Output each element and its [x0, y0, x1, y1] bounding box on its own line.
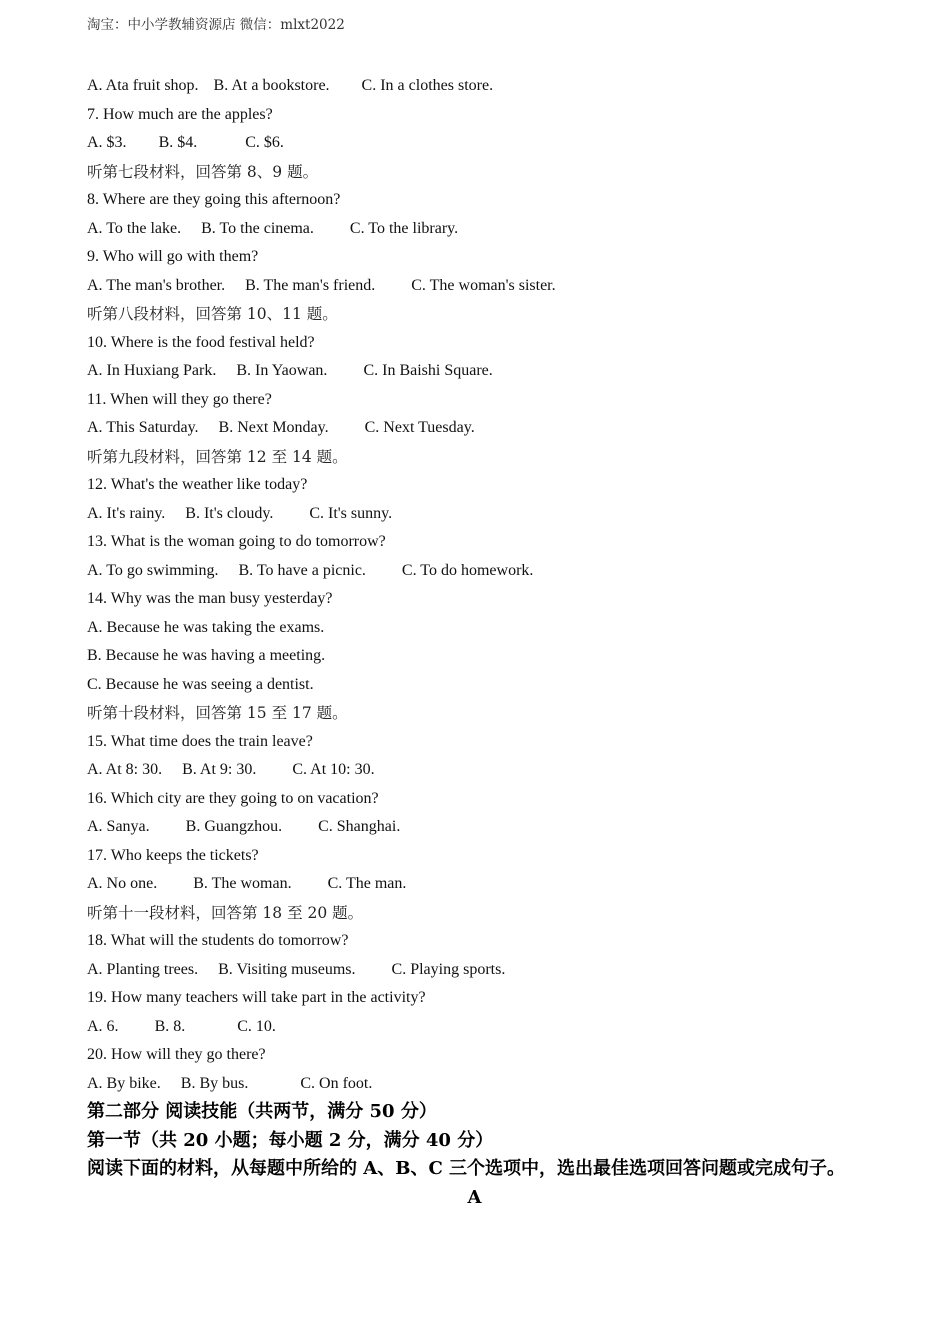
section-instruction: 听第十一段材料，回答第 18 至 20 题。 [87, 903, 364, 922]
answer-option: B. 8. [154, 1017, 186, 1035]
question-text: 19. How many teachers will take part in the activity? [87, 989, 426, 1006]
answer-option: B. $4. [158, 134, 198, 151]
question-text: B. Because he was having a meeting. [87, 647, 326, 664]
answer-option: B. The woman. [193, 875, 292, 892]
question-text: 12. What's the weather like today? [87, 476, 308, 493]
answer-option: C. The woman's sister. [411, 276, 556, 294]
page-header: 淘宝：中小学教辅资源店 微信：mlxt2022 [87, 17, 345, 33]
passage-label: A [467, 1186, 482, 1208]
answer-option: C. Next Tuesday. [364, 419, 475, 436]
answer-option: B. At 9: 30. [182, 761, 257, 778]
answer-options [87, 756, 907, 785]
answer-option: B. Visiting museums. [218, 960, 356, 978]
question-text: 13. What is the woman going to do tomorrow? [87, 533, 386, 550]
answer-option: C. 10. [237, 1017, 276, 1035]
answer-option: C. At 10: 30. [292, 761, 375, 778]
question-text: 17. Who keeps the tickets? [87, 846, 259, 864]
answer-option: A. Planting trees. [87, 960, 199, 978]
answer-option: A. It's rainy. [87, 504, 166, 522]
answer-option: C. It's sunny. [309, 504, 393, 522]
section-instruction: 听第九段材料，回答第 12 至 14 题。 [87, 447, 348, 466]
question-text: 11. When will they go there? [87, 390, 272, 408]
answer-option: C. The man. [327, 875, 407, 892]
answer-option: A. In Huxiang Park. [87, 362, 217, 379]
answer-options [87, 414, 907, 443]
answer-options [87, 557, 907, 586]
answer-option: A. Ata fruit shop. [87, 77, 199, 94]
answer-options [87, 129, 907, 158]
answer-option: B. To have a picnic. [238, 561, 366, 579]
answer-option: B. It's cloudy. [185, 504, 274, 522]
question-text: 20. How will they go there? [87, 1046, 266, 1063]
answer-option: A. At 8: 30. [87, 761, 163, 778]
answer-option: B. Next Monday. [218, 419, 329, 436]
question-text: 14. Why was the man busy yesterday? [87, 590, 333, 607]
question-text: 16. Which city are they going to on vacation? [87, 789, 379, 807]
answer-option: C. To do homework. [401, 561, 534, 579]
answer-options [87, 956, 907, 985]
part-heading: 第一节（共 20 小题；每小题 2 分，满分 40 分） [87, 1129, 494, 1151]
answer-option: A. To the lake. [87, 219, 182, 237]
answer-option: C. In Baishi Square. [363, 362, 493, 379]
part-heading: 第二部分 阅读技能（共两节，满分 50 分） [87, 1101, 437, 1122]
question-text: 18. What will the students do tomorrow? [87, 932, 349, 949]
answer-option: A. 6. [87, 1017, 119, 1035]
answer-options [87, 870, 907, 899]
exam-content [87, 72, 907, 1212]
answer-option: C. To the library. [349, 219, 459, 237]
answer-options [87, 215, 907, 244]
answer-option: A. No one. [87, 875, 158, 892]
answer-options [87, 1070, 907, 1099]
question-text: 9. Who will go with them? [87, 248, 259, 265]
answer-option: A. The man's brother. [87, 276, 226, 294]
question-text: A. Because he was taking the exams. [87, 618, 325, 636]
answer-options [87, 1013, 907, 1042]
answer-option: B. To the cinema. [201, 219, 314, 237]
section-instruction: 听第十段材料，回答第 15 至 17 题。 [87, 704, 348, 722]
answer-option: C. On foot. [300, 1074, 373, 1092]
answer-option: B. By bus. [180, 1074, 249, 1092]
answer-option: B. In Yaowan. [236, 362, 328, 379]
answer-option: A. Sanya. [87, 818, 150, 835]
answer-options [87, 500, 907, 529]
section-instruction: 听第八段材料，回答第 10、11 题。 [87, 305, 338, 323]
answer-option: C. In a clothes store. [361, 77, 494, 94]
answer-option: B. The man's friend. [245, 276, 376, 294]
answer-options [87, 272, 907, 301]
answer-option: C. Shanghai. [318, 818, 401, 835]
part-heading: 阅读下面的材料，从每题中所给的 A、B、C 三个选项中，选出最佳选项回答问题或完成句子。 [87, 1158, 846, 1179]
answer-option: A. To go swimming. [87, 561, 219, 579]
answer-option: A. This Saturday. [87, 419, 199, 436]
section-instruction: 听第七段材料，回答第 8、9 题。 [87, 162, 319, 181]
answer-option: B. Guangzhou. [185, 818, 283, 835]
question-text: 15. What time does the train leave? [87, 732, 313, 750]
answer-option: C. $6. [245, 134, 284, 151]
answer-option: A. By bike. [87, 1074, 161, 1092]
answer-options [87, 813, 907, 842]
question-text: C. Because he was seeing a dentist. [87, 675, 314, 693]
question-text: 10. Where is the food festival held? [87, 333, 315, 351]
answer-option: A. $3. [87, 134, 127, 151]
question-text: 8. Where are they going this afternoon? [87, 191, 341, 208]
answer-option: B. At a bookstore. [213, 77, 330, 94]
answer-options [87, 357, 907, 386]
answer-options [87, 72, 907, 101]
answer-option: C. Playing sports. [391, 960, 506, 978]
question-text: 7. How much are the apples? [87, 105, 273, 123]
